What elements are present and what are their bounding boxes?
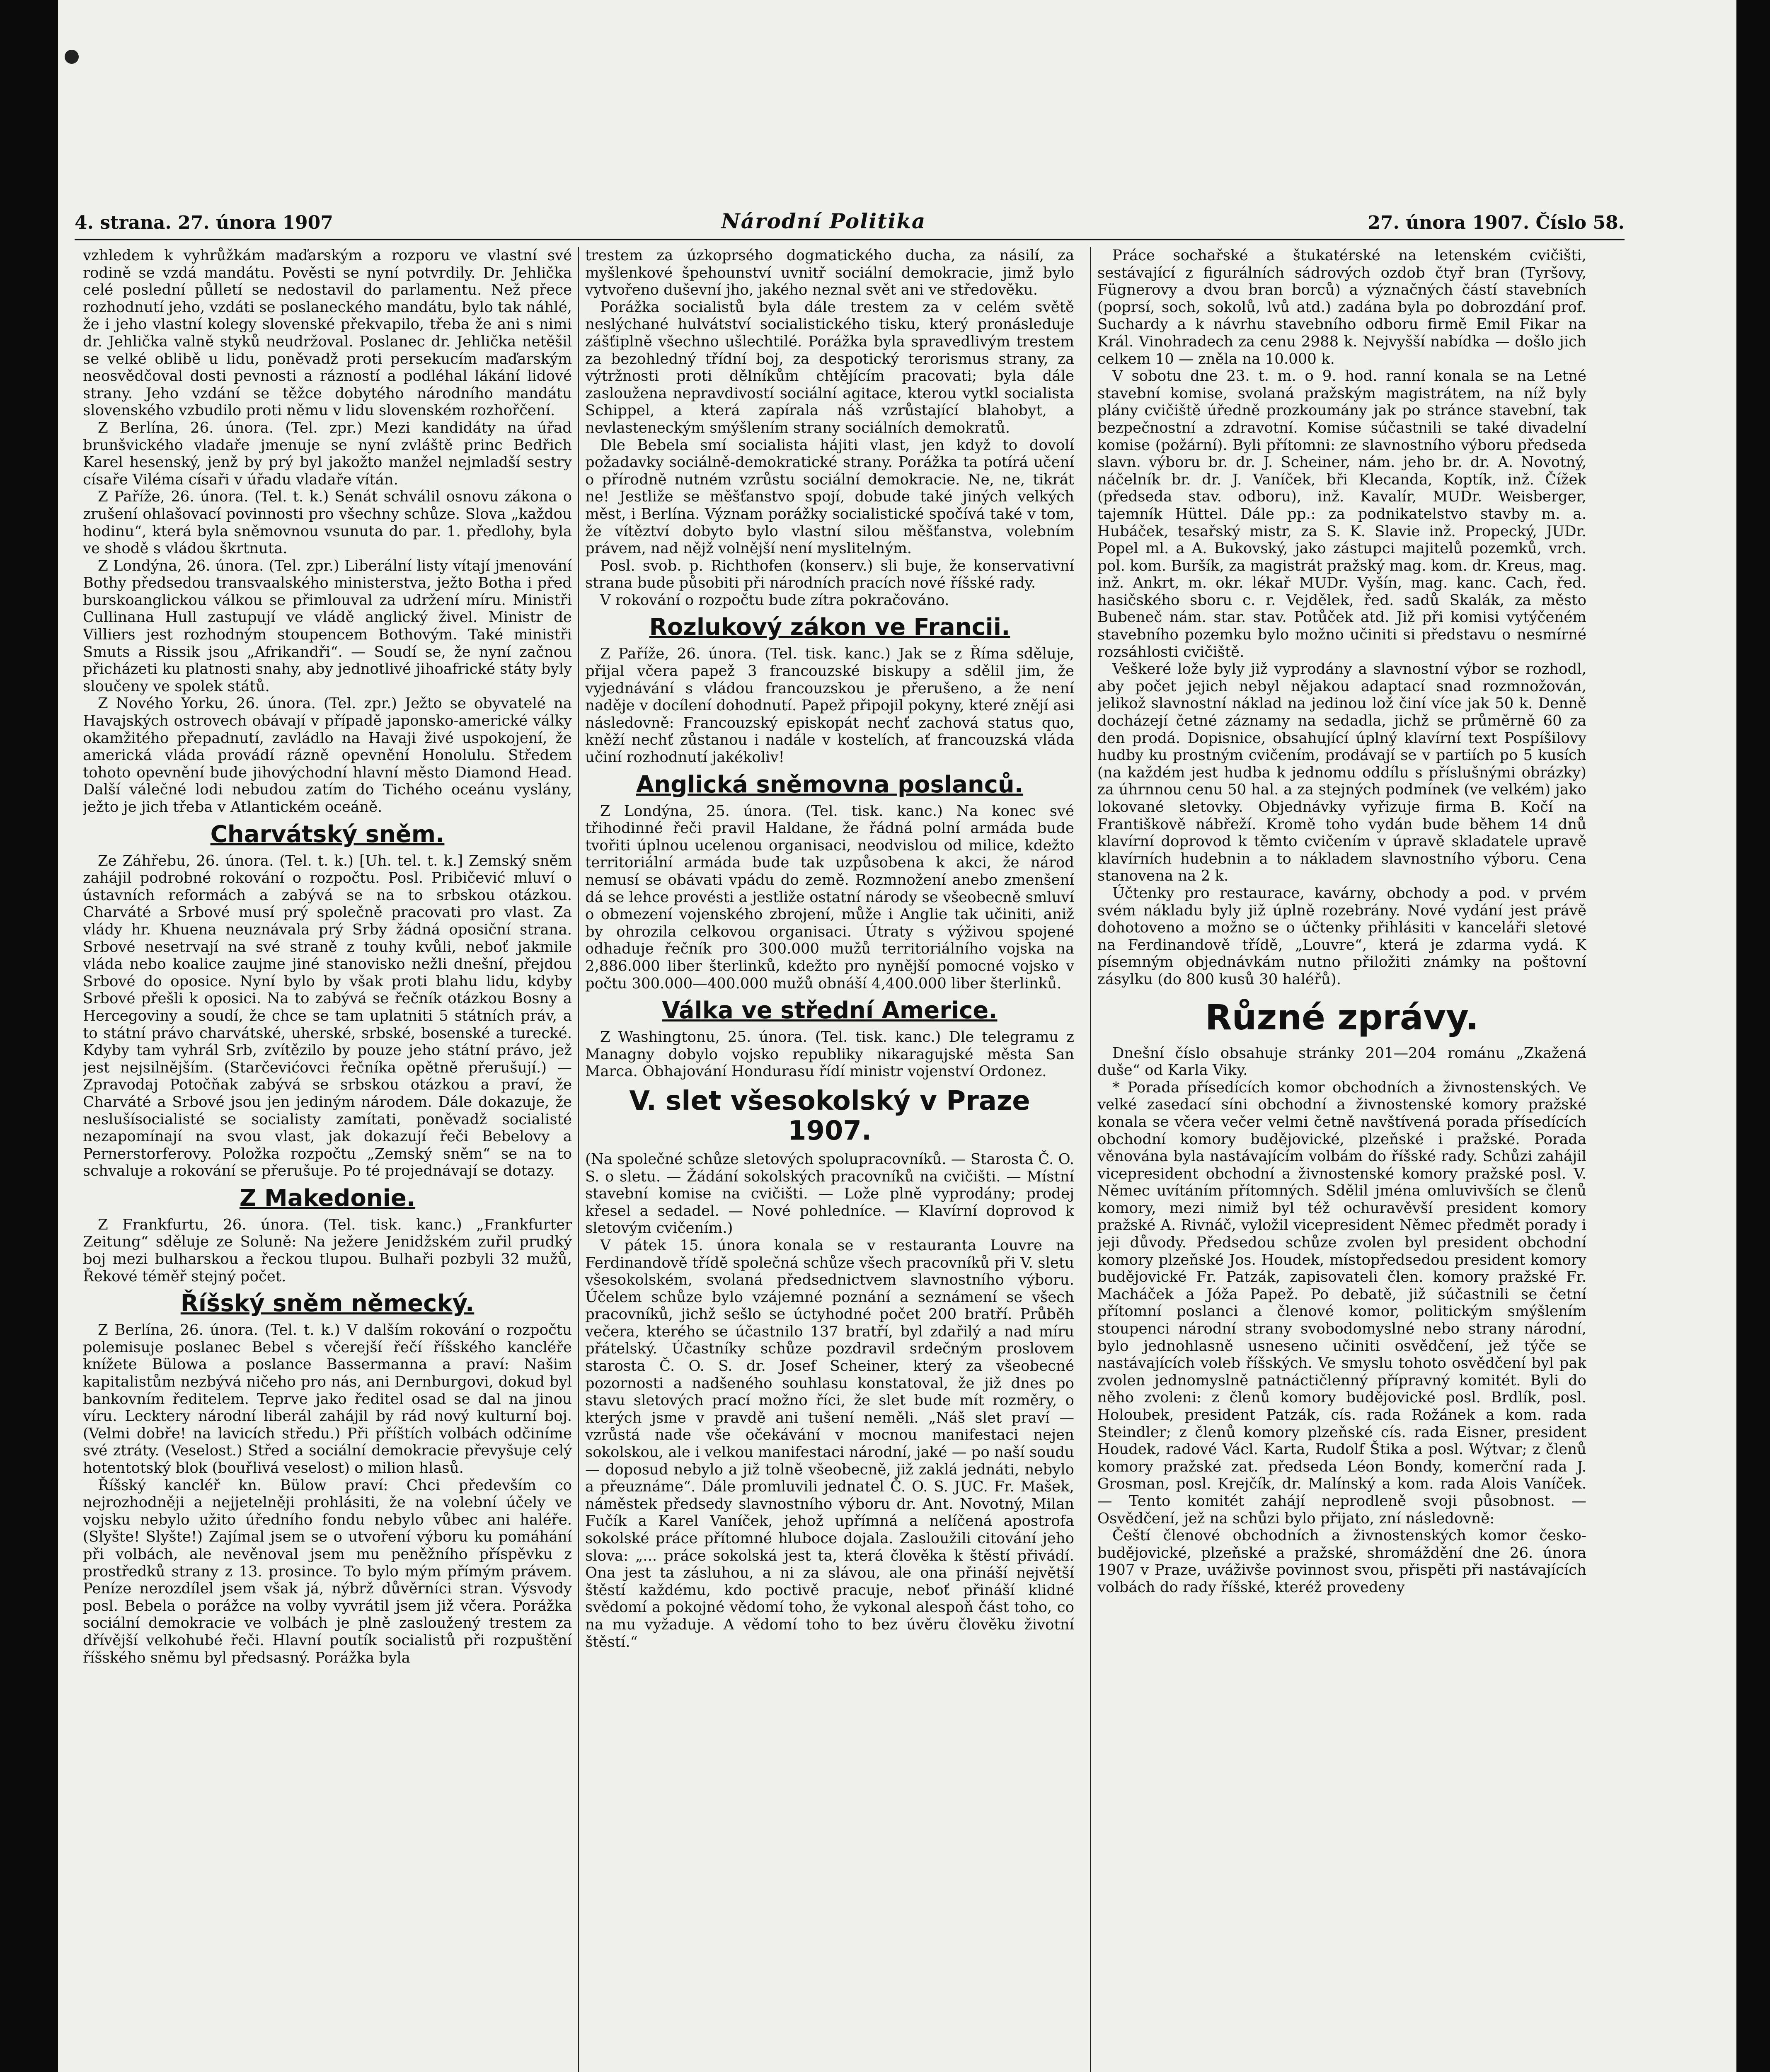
section-heading: Různé zprávy.: [1205, 997, 1479, 1038]
column-divider: [578, 247, 579, 2072]
news-item: Z Washingtonu, 25. února. (Tel. tisk. kanc.) Dle telegramu z Managny dobylo vojsko republiky nikaragujské města San Marca. Obhajování Hondurasu řídí ministr vojenství Ordonez.: [585, 1029, 1074, 1080]
article-paragraph: trestem za úzkoprsého dogmatického ducha, za násilí, za myšlenkové špehounství uvnitř sociální demokracie, jimž bylo vytvořeno duševní jho, jakého neznal svět ani ve středověku.: [585, 247, 1074, 299]
section-heading: Anglická sněmovna poslanců.: [636, 771, 1024, 798]
article-paragraph: vzhledem k vyhrůžkám maďarským a rozporu ve vlastní své rodině se vzdá mandátu. Pověsti se nyní potvrdily. Dr. Jehlička celé poslední půlletí se nedostavil do parlamentu. Než přece rozhodnutí jeho, vzdáti se poslaneckého mandátu, bylo tak náhlé, že i jeho vlastní kolegy slovenské překvapilo, třeba že ani s nimi dr. Jehlička valně styků neudržoval. Poslanec dr. Jehlička netěšil se velké oblibě u lidu, poněvadž proti persekucím maďarským neosvědčoval dosti pevnosti a rázností a podléhal lákání lidové strany. Jeho vzdání se těžce dobytého národního mandátu slovenského vzbudilo proti němu v lidu slovenském rozhořčení.: [83, 247, 572, 419]
header-rule: [75, 239, 1625, 240]
article-paragraph: Práce sochařské a štukatérské na letenském cvičišti, sestávající z figurálních sádrových ozdob čtyř bran (Tyršovy, Fügnerovy a dvou bran borců) a význačných částí stavebních (poprsí, soch, sokolů, lvů atd.) zadána byla po dobrozdání prof. Suchardy a k návrhu stavebního odboru firmě Emil Fikar na Král. Vinohradech za cenu 2988 k. Nejvyšší nabídka — došlo jich celkem 10 — zněla na 10.000 k.: [1097, 247, 1586, 368]
section-heading: Říšský sněm německý.: [180, 1290, 475, 1317]
binder-hole: [65, 50, 79, 64]
article-paragraph: Účtenky pro restaurace, kavárny, obchody a pod. v prvém svém nákladu byly již úplně rozebrány. Nové vydání jest právě dohotoveno a možno se o účtenky přihlásiti v kanceláři sletové na Ferdinandově třídě, „Louvre“, která je zdarma vydá. K písemným objednávkám nutno přiložiti známky na poštovní zásylku (do 800 kusů 30 haléřů).: [1097, 884, 1586, 988]
section-heading: Rozlukový zákon ve Francii.: [649, 614, 1010, 641]
news-item: Z Londýna, 25. února. (Tel. tisk. kanc.) Na konec své třihodinné řeči pravil Haldane, že řádná polní armáda bude tvořiti úplnou ucelenou organisaci, neodvislou od milice, kdežto territoriální armáda bude tak uzpůsobena k akci, že národ nemusí se obávati vpádu do země. Rozmnožení anebo zmenšení dá se lehce provésti a jestliže ostatní národy se všeobecně smluví o obmezení vojenského zbrojení, může i Anglie tak učiniti, aniž by ohrozila celkovou organisaci. Útraty s výživou spojené odhaduje řečník pro 300.000 mužů territoriálního vojska na 2,886.000 liber šterlinků, kdežto pro nynější pomocné vojsko v počtu 300.000—400.000 mužů obnáší 4,400.000 liber šterlinků.: [585, 802, 1074, 992]
article-paragraph: Posl. svob. p. Richthofen (konserv.) sli buje, že konservativní strana bude působiti při národních pracích nové říšské rady.: [585, 557, 1074, 592]
news-item: Z Paříže, 26. února. (Tel. t. k.) Senát schválil osnovu zákona o zrušení ohlašovací povinnosti pro všechny schůze. Slova „každou hodinu“, která byla sněmovnou vsunuta do par. 1. předlohy, byla ve shodě s vládou škrtnuta.: [83, 488, 572, 557]
section-heading: Z Makedonie.: [239, 1184, 416, 1212]
news-item: Z Frankfurtu, 26. února. (Tel. tisk. kanc.) „Frankfurter Zeitung“ sděluje ze Soluně: Na ježere Jenidžském zuřil prudký boj mezi bulharskou a řeckou tlupou. Bulhaři pozbyli 32 mužů, Řekové téměř stejný počet.: [83, 1216, 572, 1285]
news-item: Dnešní číslo obsahuje stránky 201—204 románu „Zkažená duše“ od Karla Viky.: [1097, 1044, 1586, 1079]
news-item: Ze Záhřebu, 26. února. (Tel. t. k.) [Uh. tel. t. k.] Zemský sněm zahájil podrobné rokování o rozpočtu. Posl. Pribičević mluví o ústavních reformách a zabývá se na to srbskou otázkou. Charváté a Srbové musí prý společně pracovati pro vlast. Za vlády hr. Khuena neuznávala prý Srby žádná oposiční strana. Srbové nesetrvají na své straně z touhy kvůli, neboť jakmile vláda nebo koalice zaujme jiné stanovisko nežli dnešní, přejdou Srbové do oposice. Nyní bylo by však proti blahu lidu, kdyby Srbové přešli k oposici. Na to zabývá se řečník otázkou Bosny a Hercegoviny a soudí, že chce se tam uplatniti 5 státních práv, a to státní právo charvátské, uherské, srbské, bosenské a turecké. Kdyby tam vyhrál Srb, zvítězilo by pouze jeho státní právo, jež jest nejsilnějším. (Starčevićovci řečníka opětně přerušují.) — Zpravodaj Potočňak zabývá se srbskou otázkou a praví, že Charváté a Srbové jsou jen jediným národem. Dále dokazuje, že neslušísocialisté se socialisty zamítati, poněvadž socialisté nezapomínají na svou vlast, jak dokazují řeči Bebelovy a Pernerstorferovy. Položka rozpočtu „Zemský sněm“ se na to schvaluje a rokování se přerušuje. Po té projednávají se dotazy.: [83, 852, 572, 1180]
column-divider: [1090, 247, 1091, 2072]
page-label: 4. strana. 27. února 1907: [75, 212, 333, 233]
news-item: Říšský kancléř kn. Bülow praví: Chci především co nejrozhodněji a nejjetelněji prohlásiti, že na volební účely ve vojsku nebylo užito úředního fondu nebylo vůbec ani haléře. (Slyšte! Slyšte!) Zajímal jsem se o utvoření výboru ku pomáhání při volbách, ale nevěnoval jsem mu peněžního příspěvku z prostředků strany z 13. prosince. To bylo mým přímým právem. Peníze nerozdílel jsem však já, nýbrž důvěrníci stran. Výsvody posl. Bebela o porážce na volby vyvrátil jsem již včera. Porážka sociální demokracie ve volbách je plně zasloužený trestem za dřívější velkohubé řeči. Hlavní poutík socialistů při rozpuštění říšského sněmu byl předsasný. Porážka byla: [83, 1477, 572, 1666]
article-paragraph: V sobotu dne 23. t. m. o 9. hod. ranní konala se na Letné stavební komise, svolaná pražským magistrátem, na níž byly plány cvičiště úředně prozkoumány jak po stránce stavební, tak bezpečnostní a zdravotní. Komise súčastnili se také divadelní komise (požární). Byli přítomni: ze slavnostního výboru předseda slavn. výboru br. dr. J. Scheiner, nám. jeho br. dr. A. Novotný, náčelník br. dr. J. Vaníček, bři Klecanda, Koptík, inž. Čížek (předseda stav. odboru), inž. Kavalír, MUDr. Weisberger, tajemník Hüttel. Dále pp.: za podnikatelstvo stavby m. a. Hubáček, tesařský mistr, za S. K. Slavie inž. Propecký, JUDr. Popel ml. a A. Bukovský, jako zástupci majitelů pozemků, vrch. pol. kom. Buršík, za magistrát pražský mag. kom. dr. Kreus, mag. inž. Ankrt, m. okr. lékař MUDr. Vyšín, mag. kanc. Cach, řed. hasičského sboru c. r. Vejdělek, řed. sadů Skalák, za město Bubeneč nám. star. stav. Potůček atd. Již při komisi vytýčeném stavebního pozemku bylo možno učiniti si představu o nesmírné rozsáhlosti cvičiště.: [1097, 368, 1586, 661]
article-paragraph: V pátek 15. února konala se v restauranta Louvre na Ferdinandově třídě společná schůze všech pracovníků při V. sletu všesokolském, svolaná předsednictvem slavnostního výboru. Účelem schůze bylo vzájemné poznání a seznámení se všech pracovníků, jichž sešlo se úctyhodné počet 200 bratří. Průběh večera, kterého se účastnilo 137 bratří, byl zdařilý a nad míru přátelský. Účastníky schůze pozdravil srdečným proslovem starosta Č. O. S. dr. Josef Scheiner, který za všeobecné pozornosti a nadšeného souhlasu konstatoval, že již dnes po stavu sletových prací možno říci, že slet bude mít rozměry, o kterých jsme v pravdě ani tušení neměli. „Náš slet praví — vzrůstá nade vše očekávání v mocnou manifestaci nejen sokolskou, ale i velkou manifestaci národní, jaké — po naší soudu — doposud nebylo a již tolně všeobecně, již zaklá jednáti, nebylo a přeuznáme“. Dále promluvili jednatel Č. O. S. JUC. Fr. Mašek, náměstek předsedy slavnostního výboru dr. Ant. Novotný, Milan Fučík a Karel Vaníček, jehož upřímná a nelíčená apostrofa sokolské práce přítomné hluboce dojala. Zasloužili citování jeho slova: „... práce sokolská jest ta, která člověka k štěstí přivádí. Ona jest ta zásluhou, a ni za slávou, ale ona přináší největší štěstí každému, kdo poctivě pracuje, neboť přináší klidné svědomí a pokojné vědomí toho, že vykonal alespoň část toho, co na mu vyžaduje. A vědomí toho to bez úvěru člověku životní štěstí.“: [585, 1237, 1074, 1651]
article-paragraph: Porážka socialistů byla dále trestem za v celém světě neslýchané hulvátství socialistického tisku, který pronásleduje zášťiplně všechno ušlechtilé. Porážka byla spravedlivým trestem za bezohledný třídní boj, za despotický terorismus strany, za výtržnosti proti dělníkům chtějícím pracovati; byla dále zasloužena nepravdivostí sociální agitace, kterou vytkl socialista Schippel, a která zapírala náš vzrůstající blahobyt, a nevlasteneckým smýšlením strany sociálních demokratů.: [585, 298, 1074, 436]
column-3: [1097, 247, 1586, 2072]
news-item: Z Nového Yorku, 26. února. (Tel. zpr.) Ježto se obyvatelé na Havajských ostrovech obávají v případě japonsko-americké války okamžitého přepadnutí, zavládlo na Havaji živé uspokojení, že americká vláda provádí rázně opevnění Honolulu. Středem tohoto opevnění bude jihovýchodní hlavní město Diamond Head. Další válečné lodi nebudou zatím do Tichého oceánu vyslány, ježto je jich třeba v Atlantickém oceáně.: [83, 695, 572, 816]
article-summary: (Na společné schůze sletových spolupracovníků. — Starosta Č. O. S. o sletu. — Žádání sokolských pracovníků na cvičišti. — Místní stavební komise na cvičišti. — Lože plně vyprodány; prodej křesel a sedadel. — Nové pohledníce. — Klavírní doprovod k sletovým cvičením.): [585, 1150, 1074, 1237]
news-item: Z Berlína, 26. února. (Tel. zpr.) Mezi kandidáty na úřad brunšvického vladaře jmenuje se nyní zvláště princ Bedřich Karel hesenský, jenž by prý byl jakožto manžel nejmladší sestry císaře Viléma císaři v úřadu vladaře vítán.: [83, 419, 572, 488]
section-heading: V. slet všesokolský v Praze 1907.: [629, 1085, 1030, 1146]
article-paragraph: Veškeré lože byly již vyprodány a slavnostní výbor se rozhodl, aby počet jejich nebyl nějakou adaptací snad rozmnožován, jelikož slavnostní náklad na jedinou lož činí více jak 50 k. Denně docházejí četné záznamy na sedadla, jichž se průměrně 60 za den prodá. Dopisnice, obsahující úplný klavírní text Pospíšilovy hudby ku prostným cvičením, prodávají se v partiích po 5 kusích (na každém jest hudba k jednomu oddílu s příslušnými obrázky) za úhrnnou cenu 50 hal. a za stejných podmínek (ve velkém) jako lokované sletovky. Objednávky vyřizuje firma B. Kočí na Františkově nábřeží. Kromě toho vydán bude během 14 dnů klavírní doprovod k těmto cvičením v úpravě skladatele upravě klavírních hudebnin a to nákladem slavnostního výboru. Cena stanovena na 2 k.: [1097, 661, 1586, 885]
column-1: [83, 247, 572, 2072]
news-item: * Porada přísedících komor obchodních a živnostenských. Ve velké zasedací síni obchodní a živnostenské komory pražské konala se včera večer velmi četně navštívená porada přísedících obchodní komory budějovické, plzeňské i pražské. Porada věnována byla nastávajícím volbám do říšské rady. Schůzi zahájil vicepresident obchodní a živnostenské komory pražské posl. V. Němec uvítáním přítomných. Sdělil jména omluvivších se členů komory, mezi nimiž byl též ochuravěvší president komory pražské A. Rivnáč, vyložil vicepresident Němec předmět porady i jeji důvody. Předsedou schůze zvolen byl president obchodní komory plzeňské Jos. Houdek, místopředsedou president komory budějovické Fr. Patzák, zapisovateli člen. komory pražské Fr. Macháček a Jóža Papež. Po debatě, již súčastnili se četní přítomní poslanci a členové komor, politickým smýšlením stoupenci národní strany svobodomyslné nebo strany národní, bylo jednohlasně usneseno učiniti osvědčení, jež týče se nastávajících voleb říšských. Ve smyslu tohoto osvědčení byl pak zvolen jednomyslně patnáctičlenný přípravný komitét. Byli do něho zvoleni: z členů komory budějovické posl. Brdlík, posl. Holoubek, president Patzák, cís. rada Rožánek a kom. rada Steindler; z členů komory plzeňské cís. rada Eisner, president Houdek, radové Václ. Karta, Rudolf Štika a posl. Wýtvar; z členů komory pražské zat. předseda Léon Bondy, komerční rada J. Grosman, posl. Krejčík, dr. Malínský a kom. rada Alois Vaníček. — Tento komitét zahájí neprodleně svoji působnost. — Osvědčení, jež na schůzi bylo přijato, zní následovně:: [1097, 1079, 1586, 1527]
issue-label: 27. února 1907. Číslo 58.: [1368, 212, 1625, 233]
news-item: Z Londýna, 26. února. (Tel. zpr.) Liberální listy vítají jmenování Bothy předsedou transvaalského ministerstva, ježto Botha i před burskoanglickou válkou se přimlouval za udržení míru. Ministři Cullinana Hull zastupují ve vládě anglický živel. Ministr de Villiers jest rozhodným stoupencem Bothovým. Také ministři Smuts a Rissik jsou „Afrikandři“. — Soudí se, že nyní začnou přicházeti ku platnosti snahy, aby jednotlivé jihoafrické státy byly sloučeny ve spolek států.: [83, 557, 572, 695]
section-heading: Charvátský sněm.: [210, 821, 445, 848]
news-item: Z Berlína, 26. února. (Tel. t. k.) V dalším rokování o rozpočtu polemisuje poslanec Bebel s včerejší řečí říšského kancléře knížete Bülowa a poslance Bassermanna a praví: Našim kapitalistům nezbývá ničeho pro nás, ani Dernburgovi, dokud byl bankovním ředitelem. Teprve jako ředitel osad se dal na jinou víru. Lecktery národní liberál zahájil by rád nový kulturní boj. (Velmi dobře! na lavicích středu.) Při příštích volbách odčiníme své ztráty. (Veselost.) Střed a sociální demokracie převyšuje celý hotentotský blok (bouřlivá veselost) o milion hlasů.: [83, 1322, 572, 1477]
section-heading: Válka ve střední Americe.: [662, 997, 998, 1024]
news-item: Z Paříže, 26. února. (Tel. tisk. kanc.) Jak se z Říma sděluje, přijal včera papež 3 francouzské biskupy a sdělil jim, že vyjednávání s vládou francouzskou je přerušeno, a že není naděje v docílení dohodnutí. Papež připojil pokyny, které znějí asi následovně: Francouzský episkopát nechť zachová status quo, kněží nechť zůstanou i nadále v kostelích, ať francouzská vláda učiní rozhodnutí jakékoliv!: [585, 645, 1074, 766]
column-2: [585, 247, 1074, 2072]
masthead: Národní Politika: [721, 209, 926, 233]
scan-border: [1739, 0, 1770, 2072]
article-paragraph: V rokování o rozpočtu bude zítra pokračováno.: [600, 591, 949, 609]
news-item: Čeští členové obchodních a živnostenských komor česko-budějovické, plzeňské a pražské, shromáždění dne 26. února 1907 v Praze, uváživše povinnost svou, přispěti při nastávajících volbách do rady říšské, kteréž provedeny: [1097, 1527, 1586, 1596]
page-header: [75, 206, 1625, 244]
article-paragraph: Dle Bebela smí socialista hájiti vlast, jen když to dovolí požadavky sociálně-demokratické strany. Porážka ta potírá učení o přírodně nutném vzrůstu sociální demokracie. Ne, ne, tikrát ne! Jestliže se měšťanstvo spojí, dobude také jiných velkých měst, i Berlína. Význam porážky socialistické spočívá také v tom, že vítěztví dobyto bylo vlastní silou měšťanstva, volebním právem, nad nějž volnější není myslitelným.: [585, 436, 1074, 557]
